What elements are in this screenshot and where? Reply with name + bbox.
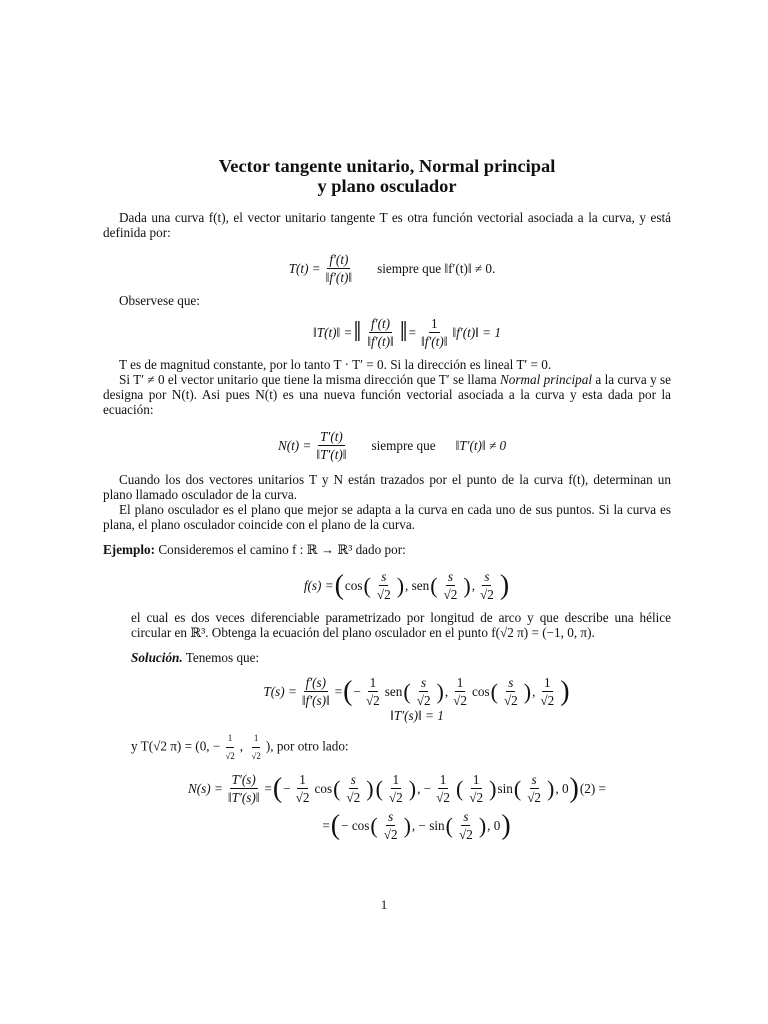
eq1-fraction (324, 252, 354, 285)
observe-text: Observese que: (119, 293, 200, 308)
intro-paragraph: Dada una curva f(t), el vector unitario tangente T es otra función vectorial asociada a la curva, y está definida por: (103, 210, 671, 240)
normal-para-after: a la curva y se designa por N(t). Asi pues N(t) es una nueva función vectorial asociada a la curva y esta dada por la ecuación: (103, 372, 672, 417)
equation-N-result: = ( − cos ( $\frac{s}{√2}$ ) , − sin ( $\frac{s}{√2}$ ) , 0 ) (322, 809, 511, 842)
example-label: Ejemplo: (103, 542, 156, 557)
solution-text: Tenemos que: (182, 650, 260, 665)
eq2-denominator-2: ‖f′(t)‖ (421, 334, 448, 349)
eq1-numerator: f′(t) (329, 252, 349, 267)
eq4-cos: cos (344, 578, 363, 593)
title-line-2: y plano osculador (317, 176, 457, 196)
eq3-condition-text: siempre que (371, 438, 436, 453)
eq5-norm-line: ‖T′(s)‖ = 1 (390, 708, 444, 723)
page-number: 1 (380, 897, 388, 912)
title-line-1: Vector tangente unitario, Normal principal (218, 156, 556, 176)
example-paragraph (103, 542, 671, 557)
eq1-condition: siempre que ‖f′(t)‖ ≠ 0. (377, 261, 496, 276)
eq6-tag: (2) = (579, 781, 606, 796)
eq2-numerator-2: 1 (430, 316, 438, 331)
magnitude-text: T es de magnitud constante, por lo tanto T · T′ = 0. Si la dirección es lineal T′ = 0. (119, 357, 552, 372)
osculator-paragraph-1: Cuando los dos vectores unitarios T y N están trazados por el punto de la curva f(t), determinan un plano llamado osculador de la curva. (103, 472, 671, 502)
eq2-fraction (365, 316, 395, 349)
document-page (103, 150, 671, 850)
eq3-numerator: T′(t) (320, 429, 343, 444)
eq3-condition-expr: ‖T′(t)‖ ≠ 0 (455, 438, 507, 453)
eq3-fraction (314, 429, 348, 462)
solution-line (131, 650, 671, 665)
equation-norm: ‖T(t)‖ = ‖ $\frac{f'(t)}{‖f'(t)‖}$ ‖ = $\frac{1}{‖f'(t)‖}$ ‖f′(t)‖ = 1 (313, 316, 501, 349)
example-description: el cual es dos veces diferenciable parametrizado por longitud de arco y que describe una hélice circular en ℝ³. Obtenga la ecuación del plano osculador en el punto f(√2 π) = (−1, 0, π). (131, 610, 671, 640)
eq2-fraction-2 (419, 316, 449, 349)
eq2-numerator: f′(t) (371, 316, 391, 331)
solution-label: Solución. (131, 650, 183, 665)
osculator-paragraph-2: El plano osculador es el plano que mejor se adapta a la curva en cada uno de sus puntos. Si la curva es plana, el plano osculador coincide con el plano de la curva. (103, 502, 671, 532)
normal-para-before: Si T′ ≠ 0 el vector unitario que tiene la misma dirección que T′ se llama (119, 372, 501, 387)
eq1-denominator: ‖f′(t)‖ (325, 270, 353, 285)
eq2-lhs: ‖T(t)‖ = (313, 325, 353, 340)
page-title (103, 156, 671, 196)
eq3-lhs: N(t) = (277, 438, 312, 453)
normal-paragraph (103, 372, 671, 417)
equation-N-of-s: N(s) = $\frac{T'(s)}{‖T'(s)‖}$ = ( − $\frac{1}{√2}$ cos ( $\frac{s}{√2}$ ) ( $\frac{1}{√2}$ ) , − $\frac{1}{√2}$ ( $\frac{1}{√2}$ ) sin ( $\frac{s}{√2}$ ) , 0 ) (2) = (187, 772, 606, 805)
eq6-lhs: N(s) = (187, 781, 223, 796)
eq3-denominator: ‖T′(t)‖ (316, 447, 347, 462)
eq2-denominator: ‖f′(t)‖ (367, 334, 394, 349)
ypor-line: y T(√2 π) = (0, − $\frac{1}{√2}$ , $\frac{1}{√2}$ ), por otro lado: (131, 733, 349, 761)
eq4-lhs: f(s) = (303, 578, 334, 593)
eq1-lhs: T(t) = (288, 261, 321, 276)
eq4-sen: , sen (405, 578, 430, 593)
equation-T-of-s: T(s) = $\frac{f'(s)}{‖f'(s)‖}$ = ( − $\frac{1}{√2}$ sen ( $\frac{s}{√2}$ ) , $\frac{1}{√2}$ cos ( $\frac{s}{√2}$ ) , $\frac{1}{√2}$ ) (263, 675, 570, 708)
equation-normal (113, 429, 671, 462)
eq2-rhs: ‖f′(t)‖ = 1 (452, 325, 501, 340)
equation-tangent (113, 252, 671, 285)
equation-helix: f(s) = ( cos ( $\frac{s}{√2}$ ) , sen ( $\frac{s}{√2}$ ) , $\frac{s}{√2}$ ) (303, 569, 510, 602)
example-text: Consideremos el camino f : ℝ → ℝ³ dado por: (155, 542, 406, 557)
normal-principal-term: Normal principal (500, 372, 593, 387)
eq5-lhs: T(s) = (263, 684, 297, 699)
equation-T-norm (163, 708, 671, 723)
eq2-equals: = (408, 325, 417, 340)
